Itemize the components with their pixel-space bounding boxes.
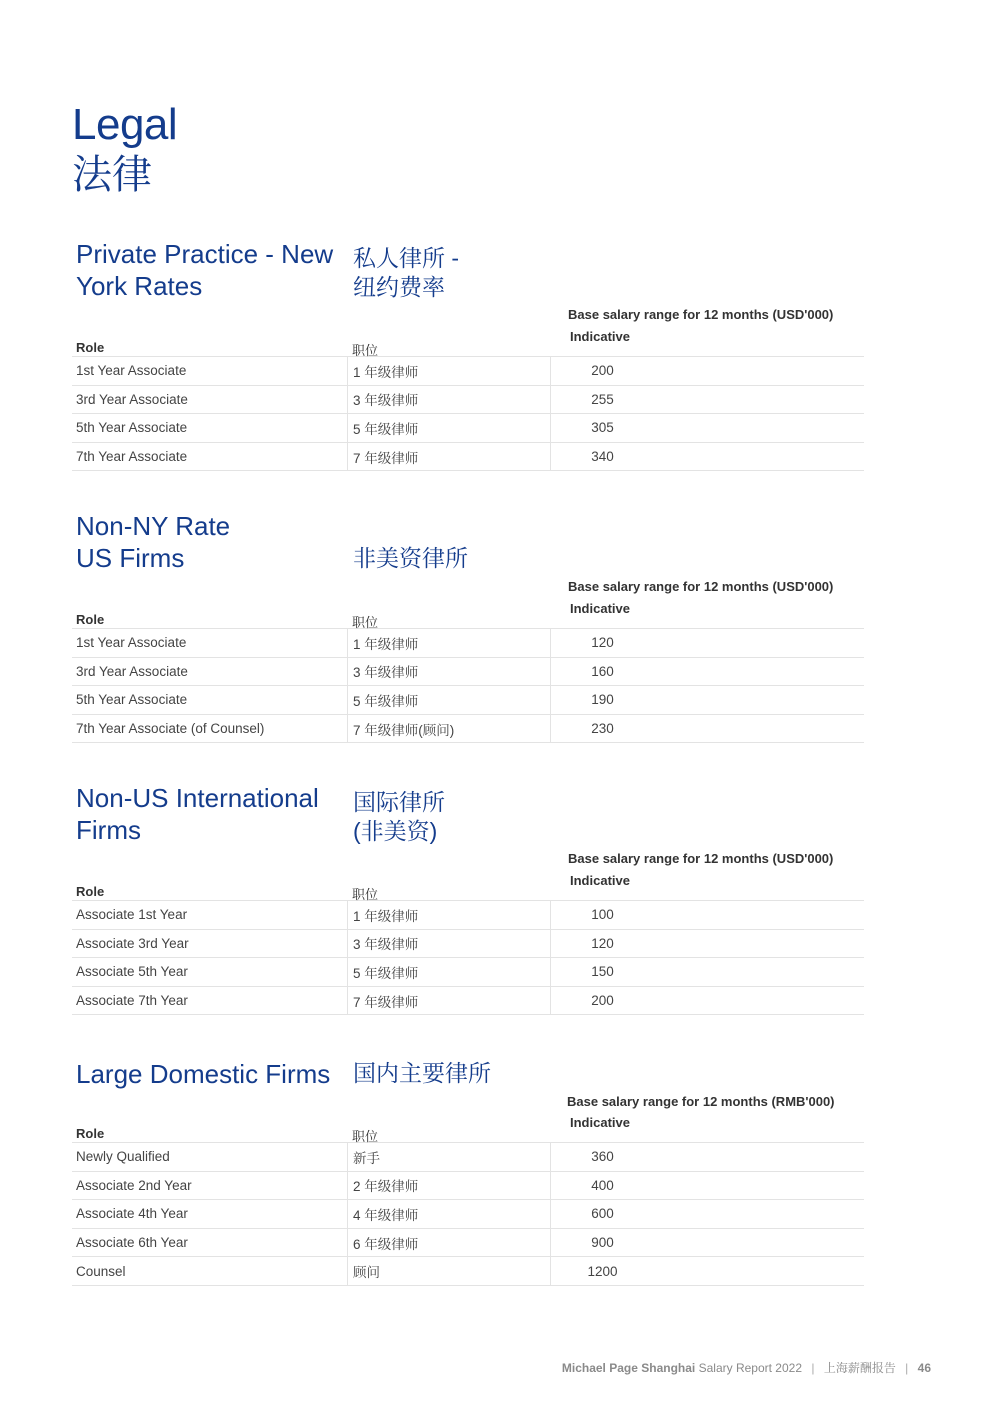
- section-title-en: Non-NY Rate US Firms: [76, 511, 231, 573]
- table-row: [72, 1257, 864, 1286]
- role-cell: 5th Year Associate: [76, 692, 188, 708]
- salary-range-label: Base salary range for 12 months (USD'000): [568, 851, 834, 866]
- salary-value-cell: 100: [550, 901, 654, 929]
- section-header: [72, 238, 864, 322]
- page-number: 46: [917, 1361, 931, 1375]
- role-zh-cell: 7 年级律师: [347, 987, 550, 1015]
- section-non-us-international: [72, 782, 864, 1010]
- section-header: [72, 510, 864, 594]
- footer-brand: Michael Page Shanghai: [561, 1361, 696, 1375]
- role-zh-cell: 5 年级律师: [347, 414, 550, 442]
- table-row: [72, 443, 864, 472]
- role-cell: Associate 2nd Year: [76, 1177, 192, 1193]
- header-indicative: Indicative: [570, 873, 630, 888]
- salary-value-cell: 160: [550, 658, 654, 686]
- table-row: [72, 1143, 864, 1172]
- section-title-zh: 国内主要律所: [353, 1060, 491, 1086]
- table-row: [72, 357, 864, 386]
- table-row: [72, 958, 864, 987]
- footer-separator: |: [811, 1361, 815, 1375]
- role-cell: Newly Qualified: [76, 1149, 170, 1165]
- role-zh-cell: 1 年级律师: [347, 357, 550, 385]
- header-indicative: Indicative: [570, 601, 630, 616]
- role-zh-cell: 3 年级律师: [347, 658, 550, 686]
- header-indicative: Indicative: [570, 329, 630, 344]
- salary-table: [72, 601, 864, 743]
- role-zh-cell: 1 年级律师: [347, 629, 550, 657]
- salary-value-cell: 255: [550, 386, 654, 414]
- page-title-zh: 法律: [72, 153, 152, 198]
- table-row: [72, 715, 864, 744]
- salary-value-cell: 230: [550, 715, 654, 743]
- table-row: [72, 1200, 864, 1229]
- role-cell: Associate 3rd Year: [76, 935, 189, 951]
- role-cell: Associate 7th Year: [76, 993, 188, 1009]
- footer-separator: |: [905, 1361, 909, 1375]
- header-role: Role: [76, 612, 105, 627]
- table-row: [72, 686, 864, 715]
- footer-report: Salary Report 2022: [698, 1361, 802, 1375]
- table-row: [72, 386, 864, 415]
- salary-table: [72, 873, 864, 1015]
- page-title: [72, 100, 177, 198]
- role-cell: 1st Year Associate: [76, 363, 187, 379]
- role-zh-cell: 6 年级律师: [347, 1229, 550, 1257]
- table-row: [72, 1229, 864, 1258]
- section-header: [72, 782, 864, 866]
- table-row: [72, 629, 864, 658]
- section-private-practice-ny: [72, 238, 864, 466]
- salary-range-label: Base salary range for 12 months (USD'000): [568, 579, 834, 594]
- page-title-en: Legal: [72, 100, 178, 149]
- role-cell: Associate 5th Year: [76, 964, 188, 980]
- header-indicative: Indicative: [570, 1115, 630, 1130]
- role-cell: 7th Year Associate: [76, 449, 188, 465]
- role-cell: Associate 6th Year: [76, 1235, 188, 1251]
- table-row: [72, 987, 864, 1016]
- header-role: Role: [76, 884, 105, 899]
- role-cell: 7th Year Associate (of Counsel): [76, 721, 265, 737]
- salary-value-cell: 400: [550, 1172, 654, 1200]
- salary-value-cell: 120: [550, 930, 654, 958]
- table-row: [72, 658, 864, 687]
- salary-table: [72, 1115, 864, 1286]
- table-row: [72, 414, 864, 443]
- salary-value-cell: 305: [550, 414, 654, 442]
- header-role-zh: 职位: [352, 887, 379, 902]
- salary-value-cell: 200: [550, 987, 654, 1015]
- section-non-ny-us-firms: [72, 510, 864, 738]
- role-zh-cell: 3 年级律师: [347, 386, 550, 414]
- table-header: [72, 873, 864, 901]
- role-zh-cell: 4 年级律师: [347, 1200, 550, 1228]
- salary-value-cell: 600: [550, 1200, 654, 1228]
- section-title-zh: 非美资律所: [353, 545, 468, 571]
- role-cell: 3rd Year Associate: [76, 391, 188, 407]
- salary-value-cell: 1200: [550, 1257, 654, 1285]
- role-cell: Counsel: [76, 1263, 126, 1279]
- role-zh-cell: 5 年级律师: [347, 958, 550, 986]
- section-title-zh: 私人律所 - 纽约费率: [353, 245, 460, 300]
- role-zh-cell: 7 年级律师: [347, 443, 550, 471]
- salary-table: [72, 329, 864, 471]
- role-zh-cell: 5 年级律师: [347, 686, 550, 714]
- table-row: [72, 1172, 864, 1201]
- table-row: [72, 930, 864, 959]
- salary-value-cell: 340: [550, 443, 654, 471]
- header-role-zh: 职位: [352, 615, 379, 630]
- section-title-zh: 国际律所 (非美资): [353, 789, 445, 844]
- section-title-en: Non-US International Firms: [76, 783, 319, 845]
- role-zh-cell: 新手: [347, 1143, 550, 1171]
- salary-value-cell: 120: [550, 629, 654, 657]
- salary-range-label: Base salary range for 12 months (RMB'000): [567, 1094, 835, 1109]
- table-header: [72, 1115, 864, 1143]
- role-cell: 3rd Year Associate: [76, 663, 188, 679]
- header-role: Role: [76, 1126, 105, 1141]
- page-footer: [562, 1359, 931, 1376]
- role-cell: Associate 1st Year: [76, 907, 188, 923]
- header-role-zh: 职位: [352, 1129, 379, 1144]
- header-role-zh: 职位: [352, 343, 379, 358]
- role-zh-cell: 3 年级律师: [347, 930, 550, 958]
- role-zh-cell: 7 年级律师(顾问): [347, 715, 550, 743]
- table-header: [72, 601, 864, 629]
- footer-report-zh: 上海薪酬报告: [823, 1361, 896, 1375]
- role-cell: Associate 4th Year: [76, 1206, 188, 1222]
- salary-value-cell: 360: [550, 1143, 654, 1171]
- role-zh-cell: 1 年级律师: [347, 901, 550, 929]
- table-header: [72, 329, 864, 357]
- table-row: [72, 901, 864, 930]
- role-zh-cell: 2 年级律师: [347, 1172, 550, 1200]
- salary-value-cell: 900: [550, 1229, 654, 1257]
- role-cell: 5th Year Associate: [76, 420, 188, 436]
- salary-value-cell: 190: [550, 686, 654, 714]
- section-title-en: Private Practice - New York Rates: [76, 239, 334, 301]
- salary-value-cell: 150: [550, 958, 654, 986]
- role-zh-cell: 顾问: [347, 1257, 550, 1285]
- salary-range-label: Base salary range for 12 months (USD'000): [568, 307, 834, 322]
- section-title-en: Large Domestic Firms: [76, 1059, 331, 1089]
- section-large-domestic: [72, 1058, 864, 1281]
- header-role: Role: [76, 340, 105, 355]
- salary-value-cell: 200: [550, 357, 654, 385]
- role-cell: 1st Year Associate: [76, 635, 187, 651]
